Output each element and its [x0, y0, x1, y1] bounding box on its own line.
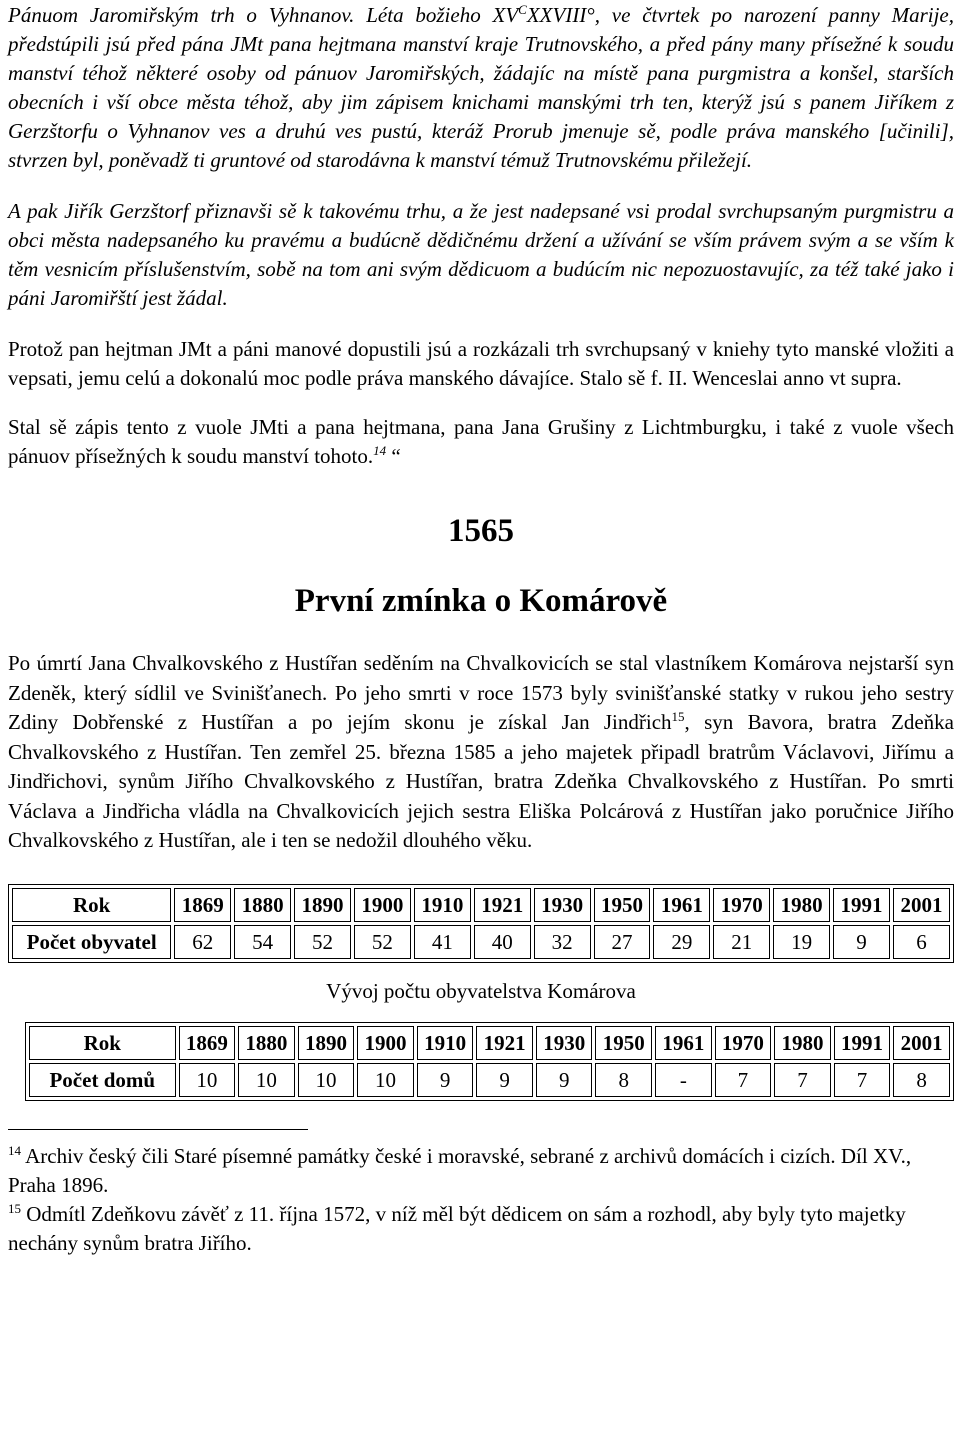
- table-row-years: [29, 1026, 950, 1060]
- value-cell: 9: [417, 1063, 474, 1097]
- year-cell: 1910: [417, 1026, 474, 1060]
- year-cell: 1961: [653, 888, 710, 922]
- year-cell: 1991: [833, 888, 890, 922]
- value-cell: 27: [594, 925, 651, 959]
- year-cell: 1950: [594, 888, 651, 922]
- year-cell: 1910: [414, 888, 471, 922]
- value-cell: 9: [476, 1063, 533, 1097]
- paragraph-charter-approval: Protož pan hejtman JMt a páni manové dopustili jsú a rozkázali trh svrchupsaný v kniehy tyto manské vložiti a vepsati, jemu celú a dokonalú moc podle práva manského dávajíce. Stalo sě f. II. Wenceslai anno vt supra.: [8, 337, 954, 390]
- row-label-year: Rok: [29, 1026, 176, 1060]
- value-cell: 40: [474, 925, 531, 959]
- year-cell: 1900: [357, 1026, 414, 1060]
- row-label-houses: Počet domů: [29, 1063, 176, 1097]
- year-cell: 1930: [534, 888, 591, 922]
- year-cell: 1970: [713, 888, 770, 922]
- value-cell: 62: [174, 925, 231, 959]
- value-cell: 21: [713, 925, 770, 959]
- document-page: [8, 0, 954, 1258]
- year-cell: 1930: [536, 1026, 593, 1060]
- value-cell: 52: [294, 925, 351, 959]
- value-cell: 9: [833, 925, 890, 959]
- value-cell: 10: [298, 1063, 355, 1097]
- value-cell: 10: [179, 1063, 236, 1097]
- year-cell: 1880: [238, 1026, 295, 1060]
- value-cell: 7: [715, 1063, 772, 1097]
- year-cell: 1970: [715, 1026, 772, 1060]
- year-cell: 1921: [474, 888, 531, 922]
- year-cell: 2001: [893, 888, 950, 922]
- value-cell: 41: [414, 925, 471, 959]
- value-cell: 32: [534, 925, 591, 959]
- footnote-ref-15[interactable]: 15: [671, 709, 685, 724]
- houses-table: [25, 1022, 954, 1101]
- year-cell: 1950: [595, 1026, 652, 1060]
- value-cell: 9: [536, 1063, 593, 1097]
- value-cell: 10: [357, 1063, 414, 1097]
- table-row-population: [12, 925, 950, 959]
- paragraph-charter-intro: Pánuom Jaromiřským trh o Vyhnanov. Léta božieho $XV^CXXVIII^\circ$, ve čtvrtek po narození panny Marije, předstúpili jsú před pána JMt pana hejtmana manství kraje Trutnovského, a před pány many přísežné k soudu manství téhož některé osoby od pánuov Jaromiřských, žádajíc na místě pana purgmistra a konšel, starších obecních i vší obce města téhož, aby jim zápisem knichami manskými trh ten, kterýž jsú s panem Jiříkem z Gerzštorfu o Vyhnanov ves a druhú ves pustú, kteráž Prorub jmenuje sě, podle práva manského [učinili], stvrzen byl, poněvadž ti gruntové od starodávna k manství témuž Trutnovskému přiležejí.: [8, 2, 954, 172]
- year-cell: 1921: [476, 1026, 533, 1060]
- year-cell: 1980: [773, 888, 830, 922]
- year-cell: 1890: [298, 1026, 355, 1060]
- population-table: [8, 884, 954, 963]
- footnote-ref-14[interactable]: 14: [373, 443, 387, 458]
- paragraph-charter-record: Stal sě zápis tento z vuole JMti a pana hejtmana, pana Jana Grušiny z Lichtmburgku, i také z vuole všech pánuov přísežných k soudu manství tohoto.$^{14}$ “: [8, 415, 954, 468]
- year-cell: 2001: [893, 1026, 950, 1060]
- year-cell: 1890: [294, 888, 351, 922]
- value-cell: 6: [893, 925, 950, 959]
- value-cell: 19: [773, 925, 830, 959]
- year-cell: 1869: [179, 1026, 236, 1060]
- value-cell: 8: [595, 1063, 652, 1097]
- section-heading: První zmínka o Komárově: [294, 583, 668, 619]
- value-cell: 8: [893, 1063, 950, 1097]
- footnote-divider: [8, 1129, 308, 1130]
- paragraph-komarov-history: Po úmrtí Jana Chvalkovského z Hustířan seděním na Chvalkovicích se stal vlastníkem Komárova nejstarší syn Zdeněk, který sídlil ve Svinišťanech. Po jeho smrti v roce 1573 byly svinišťanské statky v rukou jeho sestry Zdiny Dobřenské z Hustířan a po jejím skonu je získal Jan Jindřich$^{15}$, syn Bavora, bratra Zdeňka Chvalkovského z Hustířan. Ten zemřel 25. března 1585 a jeho majetek připadl bratrům Václavovi, Jiřímu a Jindřichovi, synům Jiřího Chvalkovského z Hustířan, bratra Zdeňka Chvalkovského z Hustířan. Po smrti Václava a Jindřicha vládla na Chvalkovicích jejich sestra Eliška Polcárová z Hustířan jako poručnice Jiřího Chvalkovského z Hustířan, ale i ten se nedožil dlouhého věku.: [8, 651, 955, 852]
- population-caption: Vývoj počtu obyvatelstva Komárova: [326, 978, 636, 1003]
- year-cell: 1869: [174, 888, 231, 922]
- footnote-15: $^{15}$ Odmítl Zdeňkovu závěť z 11. října 1572, v níž měl být dědicem on sám a rozhodl, aby byly tyto majetky nechány synům bratra Jiřího.: [8, 1200, 906, 1255]
- value-cell: 10: [238, 1063, 295, 1097]
- year-cell: 1880: [234, 888, 291, 922]
- value-cell: 54: [234, 925, 291, 959]
- superscript-c: C: [518, 2, 527, 17]
- value-cell: -: [655, 1063, 712, 1097]
- row-label-year: Rok: [12, 888, 171, 922]
- value-cell: 7: [834, 1063, 891, 1097]
- footnote-14: $^{14}$ Archiv český čili Staré písemné památky české i moravské, sebrané z archivů domácích i cizích. Díl XV., Praha 1896.: [8, 1142, 912, 1197]
- row-label-population: Počet obyvatel: [12, 925, 171, 959]
- value-cell: 52: [354, 925, 411, 959]
- year-cell: 1980: [774, 1026, 831, 1060]
- year-cell: 1900: [354, 888, 411, 922]
- table-row-years: [12, 888, 950, 922]
- value-cell: 7: [774, 1063, 831, 1097]
- year-cell: 1961: [655, 1026, 712, 1060]
- paragraph-charter-sale: A pak Jiřík Gerzštorf přiznavši sě k takovému trhu, a že jest nadepsané vsi prodal svrchupsaným purgmistru a obci města nadepsaného ku pravému a budúcně dědičnému držení a užívání se vším právem svým a se vším k těm vesnicím příslušenstvím, sobě na tom ani svým dědicuom a budúcím nic nepozuostavujíc, za též také jako i páni Jaromiřští jest žádal.: [8, 199, 954, 310]
- value-cell: 29: [653, 925, 710, 959]
- section-year: 1565: [448, 513, 514, 549]
- year-cell: 1991: [834, 1026, 891, 1060]
- table-row-houses: [29, 1063, 950, 1097]
